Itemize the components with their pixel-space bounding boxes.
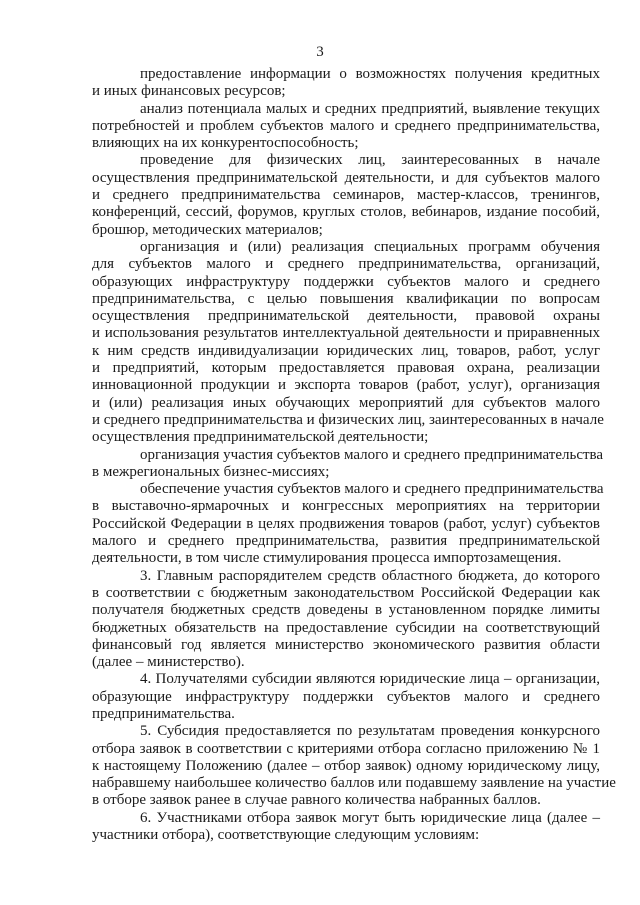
text-line: образующих инфраструктуру поддержки субъектов малого и среднего	[92, 273, 600, 290]
text-line: для субъектов малого и среднего предпринимательства, организаций,	[92, 256, 600, 273]
text-line: предпринимательства.	[92, 705, 235, 722]
text-line: и использования результатов интеллектуальной деятельности и приравненных	[92, 325, 600, 342]
text-line: и среднего предпринимательства семинаров, мастер-классов, тренингов,	[92, 187, 600, 204]
text-line: малого и среднего предпринимательства, развития предпринимательской	[92, 533, 600, 550]
text-line: проведение для физических лиц, заинтересованных в начале	[140, 152, 600, 169]
text-line: деятельности, в том числе стимулирования процесса импортозамещения.	[92, 550, 562, 567]
paragraph	[92, 671, 600, 723]
text-line: и (или) реализация иных обучающих мероприятий для субъектов малого	[92, 394, 600, 411]
text-line: инновационной продукции и экспорта товаров (работ, услуг), организация	[92, 377, 600, 394]
text-line: брошюр, методических материалов;	[92, 221, 323, 238]
text-line: осуществления предпринимательской деятельности, и для субъектов малого	[92, 169, 600, 186]
text-line: анализ потенциала малых и средних предприятий, выявление текущих	[140, 100, 600, 117]
text-line: к ним средств индивидуализации юридических лиц, товаров, работ, услуг	[92, 342, 600, 359]
text-line: осуществления предпринимательской деятельности;	[92, 429, 429, 446]
text-line: набравшему наибольшее количество баллов или подавшему заявление на участие	[92, 775, 616, 792]
text-line: осуществления предпринимательской деятельности, правовой охраны	[92, 308, 600, 325]
paragraph	[92, 66, 600, 101]
text-line: влияющих на их конкурентоспособность;	[92, 135, 359, 152]
text-line: предпринимательства, с целью повышения квалификации по вопросам	[92, 290, 600, 307]
text-line: и предприятий, которым предоставляется правовая охрана, реализации	[92, 360, 600, 377]
paragraph	[92, 446, 604, 482]
paragraph	[92, 238, 604, 447]
text-line: Российской Федерации в целях продвижения товаров (работ, услуг) субъектов	[92, 515, 600, 532]
paragraph	[92, 152, 600, 238]
text-line: 6. Участниками отбора заявок могут быть юридические лица (далее –	[140, 809, 600, 826]
paragraph	[92, 101, 600, 153]
text-line: 3. Главным распорядителем средств областного бюджета, до которого	[140, 567, 600, 584]
text-line: в выставочно-ярмарочных и конгрессных мероприятиях на территории	[92, 498, 600, 515]
text-line: обеспечение участия субъектов малого и среднего предпринимательства	[140, 481, 604, 498]
text-line: финансовый год является министерство экономического развития области	[92, 636, 600, 653]
text-line: в отборе заявок ранее в случае равного количества набранных баллов.	[92, 792, 541, 809]
paragraph	[92, 810, 600, 845]
text-line: получателя бюджетных средств доведены в установленном порядке лимиты	[92, 602, 600, 619]
page-number: 3	[316, 44, 324, 60]
text-line: организация участия субъектов малого и среднего предпринимательства	[140, 446, 604, 463]
paragraph	[92, 481, 604, 567]
paragraph	[92, 568, 600, 672]
text-line: предоставление информации о возможностях получения кредитных	[140, 66, 600, 82]
text-line: (далее – министерство).	[92, 654, 245, 671]
text-line: к настоящему Положению (далее – отбор заявок) одному юридическому лицу,	[92, 757, 600, 774]
text-line: и среднего предпринимательства и физических лиц, заинтересованных в начале	[92, 411, 604, 428]
text-line: конференций, сессий, форумов, круглых столов, вебинаров, издание пособий,	[92, 204, 600, 221]
paragraph	[92, 723, 616, 809]
text-line: 5. Субсидия предоставляется по результатам проведения конкурсного	[140, 723, 600, 740]
text-line: участники отбора), соответствующие следующим условиям:	[92, 827, 480, 844]
text-line: организация и (или) реализация специальных программ обучения	[140, 238, 600, 255]
text-line: бюджетных обязательств на предоставление субсидии на соответствующий	[92, 619, 600, 636]
text-line: и иных финансовых ресурсов;	[92, 83, 286, 100]
text-line: 4. Получателями субсидии являются юридические лица – организации,	[140, 671, 600, 688]
text-line: отбора заявок в соответствии с критериями отбора согласно приложению № 1	[92, 740, 600, 757]
document-body	[92, 66, 616, 844]
text-line: образующие инфраструктуру поддержки субъектов малого и среднего	[92, 688, 600, 705]
text-line: потребностей и проблем субъектов малого и среднего предпринимательства,	[92, 117, 600, 134]
text-line: в соответствии с бюджетным законодательством Российской Федерации как	[92, 584, 600, 601]
text-line: в межрегиональных бизнес-миссиях;	[92, 463, 330, 480]
